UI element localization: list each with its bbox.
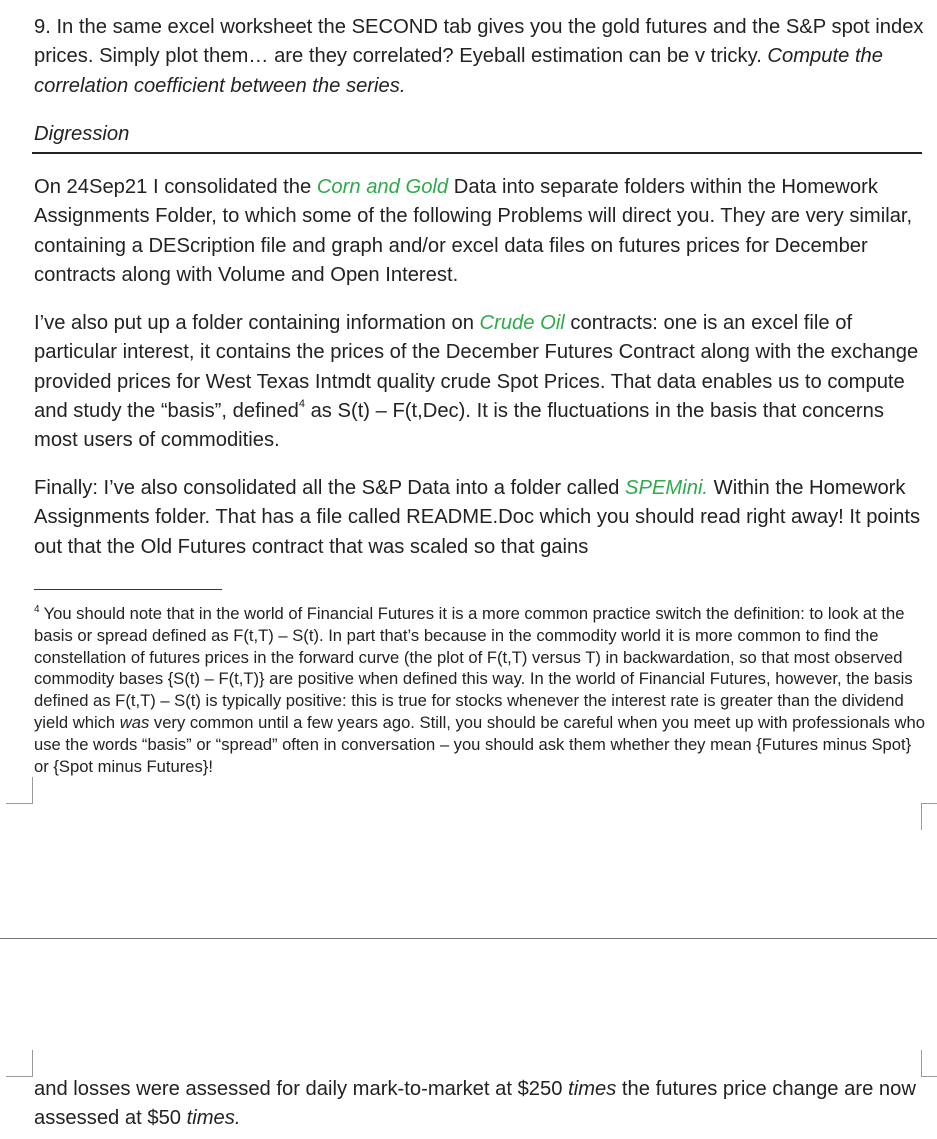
footnote-reference[interactable]: 4 [298,398,305,411]
heading-rule [32,152,922,154]
emphasis-text: times [568,1078,617,1100]
crude-oil-link[interactable]: Crude Oil [479,312,565,334]
paragraph-text: Within the Homework Assignments folder. That has a file called README.Doc which you should read right away! It points out that the Old Futures contract that was scaled so that gains [34,477,921,558]
footnote-emphasis: was [119,712,150,732]
problem-instruction: Compute the correlation coefficient between the series. [34,45,884,97]
problem-9-paragraph [34,13,926,101]
paragraph-text: and losses were assessed for daily mark-to-market at $250 [34,1078,569,1100]
paragraph-text: Data into separate folders within the Homework Assignments Folder, to which some of the following Problems will direct you. They are very similar, containing a DEScription file and graph and/or excel data files on futures prices for December contracts along with Volume and Open Interest. [34,176,913,286]
paragraph-text: I’ve also put up a folder containing information on [34,312,480,334]
paragraph-text: the futures price change are now assessed at $50 [34,1078,916,1130]
paragraph-text: On 24Sep21 I consolidated the [34,176,317,198]
footnote-text: You should note that in the world of Financial Futures it is a more common practice switch the definition: to look at the basis or spread defined as F(t,T) – S(t). In part that’s because in the commodity world it is more common to find the constellation of futures prices in the forward curve (the plot of F(t,T) versus T) in backwardation, so that most observed commodity bases {S(t) – F(t,T)} are positive when defined this way. In the world of Financial Futures, however, the basis defined as F(t,T) – S(t) is typically positive: this is true for stocks whenever the interest rate is greater than the dividend yield which [34,604,913,732]
margin-corner-mark [921,1050,937,1077]
corn-gold-link[interactable]: Corn and Gold [316,176,449,198]
spemini-link[interactable]: SPEMini. [625,477,709,499]
footnote-marker: 4 [34,604,40,616]
paragraph-spemini [34,474,926,562]
section-heading: Digression [34,123,130,145]
paragraph-continuation [34,1075,926,1134]
margin-corner-mark [6,777,33,804]
paragraph-crude-oil [34,309,926,455]
margin-corner-mark [921,803,937,830]
problem-number: 9. [34,16,51,38]
margin-corner-mark [6,1050,33,1077]
paragraph-text: as S(t) – F(t,Dec). It is the fluctuations in the basis that concerns most users of commodities. [34,399,884,452]
problem-text: In the same excel worksheet the SECOND tab gives you the gold futures and the S&P spot index prices. Simply plot them… are they correlated? Eyeball estimation can be v tricky. [34,16,924,68]
footnote-separator [34,589,222,590]
paragraph-text: contracts: one is an excel file of particular interest, it contains the prices of the December Futures Contract along with the exchange provided prices for West Texas Intmdt quality crude Spot Prices. That data enables us to compute and study the “basis”, defined [34,312,919,422]
footnote-text: very common until a few years ago. Still, you should be careful when you meet up with professionals who use the words “basis” or “spread” often in conversation – you should ask them whether they mean {Futures minus Spot} or {Spot minus Futures}! [34,712,925,776]
footnote [34,603,926,777]
page-break-line [0,938,937,939]
paragraph-corn-gold [34,173,926,290]
emphasis-text: times. [186,1107,241,1130]
paragraph-text: Finally: I’ve also consolidated all the S&P Data into a folder called [34,477,626,499]
